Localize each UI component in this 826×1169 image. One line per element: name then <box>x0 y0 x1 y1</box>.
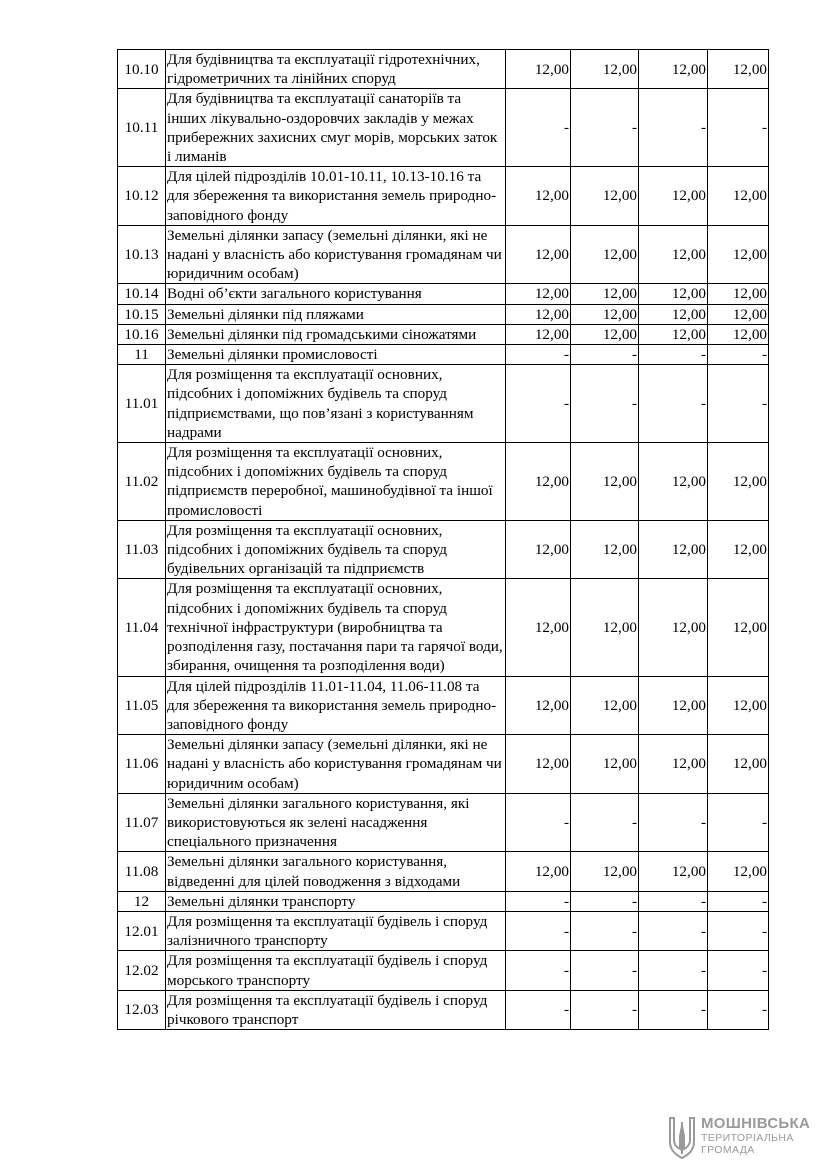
row-rate-2: 12,00 <box>571 443 639 521</box>
row-rate-3: - <box>639 89 708 167</box>
row-rate-4: - <box>708 345 769 365</box>
row-rate-3: 12,00 <box>639 324 708 344</box>
row-rate-1: - <box>506 891 571 911</box>
row-rate-2: 12,00 <box>571 520 639 579</box>
row-purpose: Земельні ділянки запасу (земельні ділянки, які не надані у власність або користування громадянам чи юридичним особам) <box>166 735 506 794</box>
row-purpose: Для розміщення та експлуатації основних, підсобних і допоміжних будівель та споруд підприємств переробної, машинобудівної та іншої промисловості <box>166 443 506 521</box>
logo-subtitle: ТЕРИТОРІАЛЬНА <box>701 1132 794 1144</box>
table-row <box>118 284 769 304</box>
row-rate-1: 12,00 <box>506 324 571 344</box>
row-rate-4: 12,00 <box>708 443 769 521</box>
row-rate-3: - <box>639 911 708 950</box>
row-rate-1: 12,00 <box>506 852 571 891</box>
table-row <box>118 345 769 365</box>
row-rate-4: 12,00 <box>708 50 769 89</box>
row-rate-3: - <box>639 990 708 1029</box>
row-code: 11 <box>118 345 166 365</box>
row-rate-1: - <box>506 793 571 852</box>
table-body <box>118 50 769 1030</box>
row-purpose: Земельні ділянки загального користування, які використовуються як зелені насадження спеціального призначення <box>166 793 506 852</box>
row-purpose: Земельні ділянки промисловості <box>166 345 506 365</box>
row-rate-3: - <box>639 365 708 443</box>
row-purpose: Для розміщення та експлуатації основних, підсобних і допоміжних будівель та споруд підприємствами, що пов’язані з користуванням надрами <box>166 365 506 443</box>
row-rate-4: 12,00 <box>708 225 769 284</box>
row-rate-4: - <box>708 911 769 950</box>
row-rate-2: 12,00 <box>571 324 639 344</box>
row-code: 11.03 <box>118 520 166 579</box>
row-purpose: Водні об’єкти загального користування <box>166 284 506 304</box>
row-rate-2: 12,00 <box>571 167 639 226</box>
table-row <box>118 304 769 324</box>
row-rate-2: 12,00 <box>571 676 639 735</box>
row-rate-4: 12,00 <box>708 520 769 579</box>
trident-icon <box>667 1116 697 1160</box>
row-rate-4: - <box>708 891 769 911</box>
row-rate-4: 12,00 <box>708 167 769 226</box>
row-rate-4: 12,00 <box>708 735 769 794</box>
row-code: 10.12 <box>118 167 166 226</box>
row-rate-3: 12,00 <box>639 676 708 735</box>
row-rate-4: 12,00 <box>708 284 769 304</box>
logo-title: МОШНІВСЬКА <box>701 1115 811 1132</box>
table-row <box>118 443 769 521</box>
row-purpose: Для розміщення та експлуатації основних, підсобних і допоміжних будівель та споруд будівельних організацій та підприємств <box>166 520 506 579</box>
table-row <box>118 50 769 89</box>
row-purpose: Для розміщення та експлуатації будівель і споруд морського транспорту <box>166 951 506 990</box>
row-rate-2: - <box>571 911 639 950</box>
row-purpose: Земельні ділянки загального користування, відведенні для цілей поводження з відходами <box>166 852 506 891</box>
table-row <box>118 793 769 852</box>
row-rate-2: 12,00 <box>571 304 639 324</box>
row-code: 10.11 <box>118 89 166 167</box>
row-rate-3: 12,00 <box>639 520 708 579</box>
row-rate-3: 12,00 <box>639 304 708 324</box>
row-rate-3: 12,00 <box>639 284 708 304</box>
table-row <box>118 951 769 990</box>
row-code: 11.05 <box>118 676 166 735</box>
table-row <box>118 520 769 579</box>
row-code: 12.02 <box>118 951 166 990</box>
row-rate-2: 12,00 <box>571 284 639 304</box>
row-rate-4: - <box>708 89 769 167</box>
row-code: 10.14 <box>118 284 166 304</box>
row-rate-2: - <box>571 365 639 443</box>
table-row <box>118 852 769 891</box>
table-row <box>118 167 769 226</box>
row-rate-4: 12,00 <box>708 304 769 324</box>
row-purpose: Земельні ділянки під громадськими сіножатями <box>166 324 506 344</box>
row-rate-1: 12,00 <box>506 284 571 304</box>
row-rate-3: 12,00 <box>639 225 708 284</box>
table-row <box>118 891 769 911</box>
row-code: 11.08 <box>118 852 166 891</box>
row-rate-4: - <box>708 990 769 1029</box>
row-code: 11.06 <box>118 735 166 794</box>
row-rate-1: 12,00 <box>506 304 571 324</box>
row-purpose: Земельні ділянки транспорту <box>166 891 506 911</box>
row-rate-1: 12,00 <box>506 520 571 579</box>
row-rate-3: - <box>639 891 708 911</box>
table-row <box>118 735 769 794</box>
table-row <box>118 990 769 1029</box>
community-logo <box>667 1115 811 1160</box>
row-rate-3: 12,00 <box>639 852 708 891</box>
row-rate-1: - <box>506 990 571 1029</box>
row-rate-1: 12,00 <box>506 167 571 226</box>
table-row <box>118 911 769 950</box>
row-rate-2: - <box>571 951 639 990</box>
row-rate-2: - <box>571 345 639 365</box>
row-rate-1: 12,00 <box>506 443 571 521</box>
table-row <box>118 676 769 735</box>
row-rate-1: - <box>506 89 571 167</box>
row-rate-3: 12,00 <box>639 735 708 794</box>
row-rate-4: 12,00 <box>708 676 769 735</box>
row-purpose: Для розміщення та експлуатації будівель і споруд залізничного транспорту <box>166 911 506 950</box>
row-code: 12.01 <box>118 911 166 950</box>
table-row <box>118 89 769 167</box>
row-purpose: Земельні ділянки запасу (земельні ділянки, які не надані у власність або користування громадянам чи юридичним особам) <box>166 225 506 284</box>
row-rate-1: - <box>506 951 571 990</box>
table-row <box>118 324 769 344</box>
row-purpose: Для цілей підрозділів 11.01-11.04, 11.06-11.08 та для збереження та використання земель природно-заповідного фонду <box>166 676 506 735</box>
row-purpose: Земельні ділянки під пляжами <box>166 304 506 324</box>
table-row <box>118 579 769 676</box>
row-rate-3: - <box>639 793 708 852</box>
row-rate-2: - <box>571 891 639 911</box>
row-rate-4: - <box>708 951 769 990</box>
table-row <box>118 365 769 443</box>
row-code: 11.02 <box>118 443 166 521</box>
row-code: 11.04 <box>118 579 166 676</box>
row-rate-2: 12,00 <box>571 225 639 284</box>
row-rate-3: 12,00 <box>639 50 708 89</box>
row-code: 12.03 <box>118 990 166 1029</box>
row-rate-2: - <box>571 89 639 167</box>
row-rate-2: - <box>571 793 639 852</box>
row-rate-3: 12,00 <box>639 167 708 226</box>
row-rate-1: - <box>506 345 571 365</box>
row-code: 12 <box>118 891 166 911</box>
row-rate-4: 12,00 <box>708 324 769 344</box>
row-code: 10.16 <box>118 324 166 344</box>
row-purpose: Для розміщення та експлуатації будівель і споруд річкового транспорт <box>166 990 506 1029</box>
row-rate-4: 12,00 <box>708 852 769 891</box>
row-rate-2: 12,00 <box>571 852 639 891</box>
row-rate-1: 12,00 <box>506 579 571 676</box>
row-code: 10.15 <box>118 304 166 324</box>
land-tax-rates-table <box>117 49 769 1030</box>
row-rate-1: 12,00 <box>506 735 571 794</box>
logo-subtitle-2: ГРОМАДА <box>701 1144 755 1156</box>
row-purpose: Для будівництва та експлуатації гідротехнічних, гідрометричних та лінійних споруд <box>166 50 506 89</box>
row-rate-2: 12,00 <box>571 735 639 794</box>
row-rate-2: 12,00 <box>571 579 639 676</box>
row-rate-1: 12,00 <box>506 50 571 89</box>
row-rate-1: 12,00 <box>506 676 571 735</box>
row-rate-3: - <box>639 951 708 990</box>
table-row <box>118 225 769 284</box>
row-rate-3: 12,00 <box>639 443 708 521</box>
row-code: 10.13 <box>118 225 166 284</box>
row-rate-1: - <box>506 911 571 950</box>
row-code: 11.01 <box>118 365 166 443</box>
row-rate-4: 12,00 <box>708 579 769 676</box>
row-rate-4: - <box>708 793 769 852</box>
row-purpose: Для цілей підрозділів 10.01-10.11, 10.13-10.16 та для збереження та використання земель природно-заповідного фонду <box>166 167 506 226</box>
row-code: 10.10 <box>118 50 166 89</box>
row-purpose: Для розміщення та експлуатації основних, підсобних і допоміжних будівель та споруд технічної інфраструктури (виробництва та розподілення газу, постачання пари та гарячої води, збирання, очищення та розподілення води) <box>166 579 506 676</box>
row-rate-3: - <box>639 345 708 365</box>
row-code: 11.07 <box>118 793 166 852</box>
row-rate-2: - <box>571 990 639 1029</box>
row-rate-1: - <box>506 365 571 443</box>
row-rate-4: - <box>708 365 769 443</box>
row-rate-2: 12,00 <box>571 50 639 89</box>
row-rate-1: 12,00 <box>506 225 571 284</box>
row-rate-3: 12,00 <box>639 579 708 676</box>
row-purpose: Для будівництва та експлуатації санаторіїв та інших лікувально-оздоровчих закладів у межах прибережних захисних смуг морів, морських заток і лиманів <box>166 89 506 167</box>
